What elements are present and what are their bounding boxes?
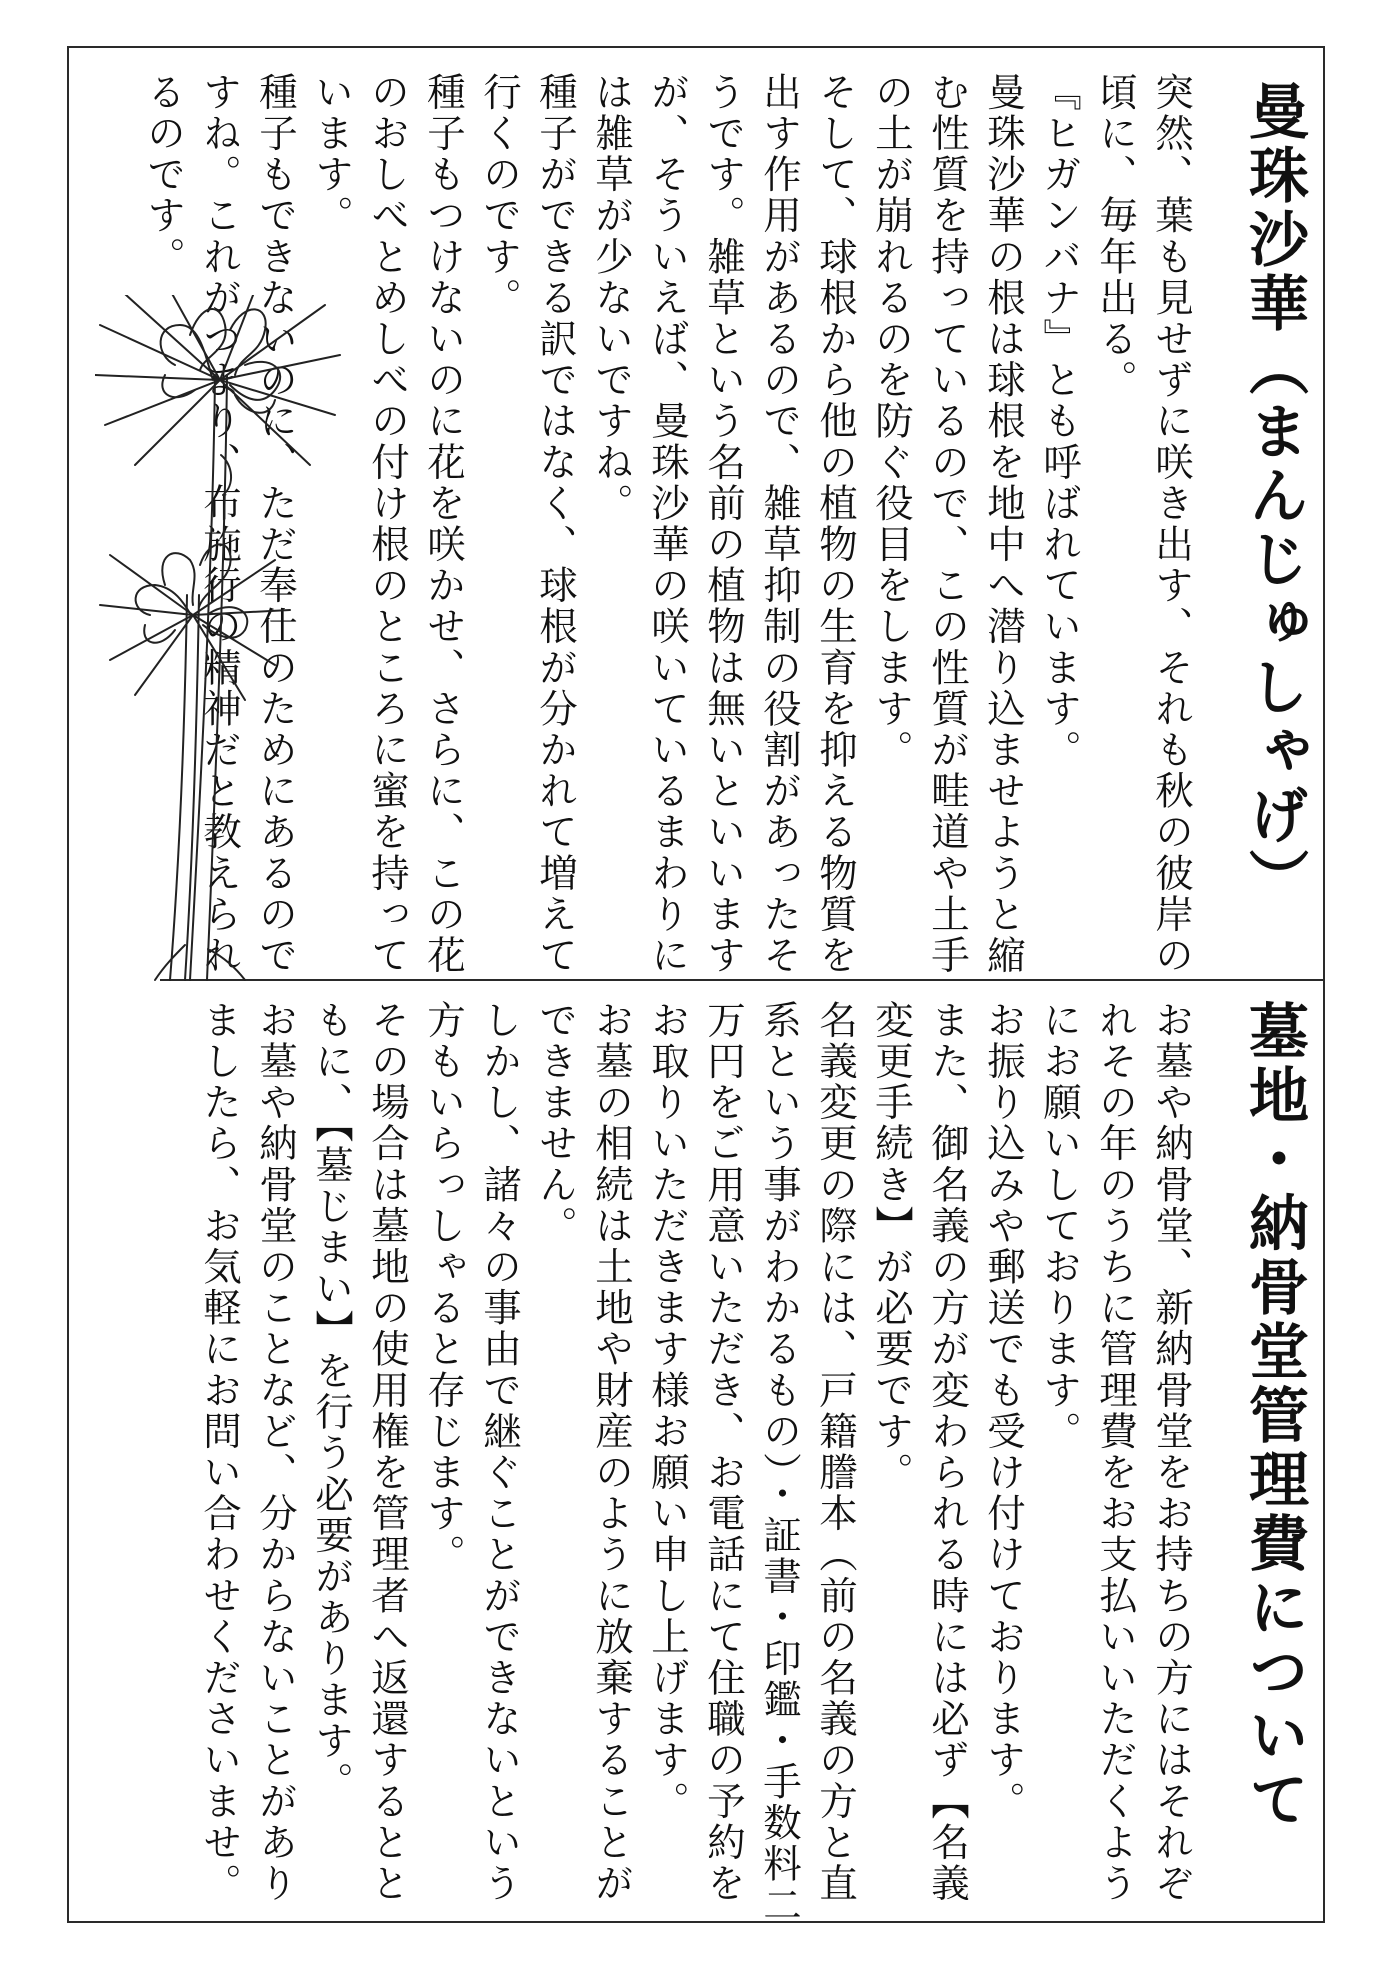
article2-line: 方もいらっしゃると存じます。 bbox=[421, 1000, 466, 1576]
article2-title: 墓地・納骨堂管理費について bbox=[1239, 1000, 1309, 1832]
article2-line: れその年のうちに管理費をお支払いいただくよう bbox=[1093, 1000, 1138, 1905]
article1-line: は雑草が少ないですね。 bbox=[589, 72, 634, 525]
article1-line: 種子ができる訳ではなく、球根が分かれて増えて bbox=[533, 72, 578, 977]
article1-line: 種子もつけないのに花を咲かせ、さらに、この花 bbox=[421, 72, 466, 977]
spider-lily-drawing-icon bbox=[95, 295, 345, 985]
article2-line: 万円をご用意いただき、お電話にて住職の予約を bbox=[701, 1000, 746, 1905]
article1-line: 『ヒガンバナ』とも呼ばれています。 bbox=[1037, 72, 1082, 771]
article1-line: 頃に、毎年出る。 bbox=[1093, 72, 1138, 401]
article1-line: 出す作用があるので、雑草抑制の役割があったそ bbox=[757, 72, 802, 977]
article2-body bbox=[191, 1000, 1199, 1927]
article2-line: お振り込みや郵送でも受け付けております。 bbox=[981, 1000, 1026, 1822]
article2-line: お墓や納骨堂、新納骨堂をお持ちの方にはそれぞ bbox=[1149, 1000, 1194, 1905]
article2-line: お墓や納骨堂のことなど、分からないことがあり bbox=[253, 1000, 298, 1905]
article2-line: しかし、諸々の事由で継ぐことができないという bbox=[477, 1000, 522, 1905]
article1-line: が、そういえば、曼珠沙華の咲いているまわりに bbox=[645, 72, 690, 977]
article2-line: できません。 bbox=[533, 1000, 578, 1247]
article2-line: 変更手続き】が必要です。 bbox=[869, 1000, 914, 1494]
article1-line: 曼珠沙華の根は球根を地中へ潜り込ませようと縮 bbox=[981, 72, 1026, 977]
article2-line: 系という事がわかるもの）・証書・印鑑・手数料二 bbox=[757, 1000, 802, 1927]
article2-line: 名義変更の際には、戸籍謄本（前の名義の方と直 bbox=[813, 1000, 858, 1905]
article1-line: 種子もできないのに、ただ奉仕のためにあるので bbox=[253, 72, 298, 977]
article2-line: お取りいただきます様お願い申し上げます。 bbox=[645, 1000, 690, 1822]
article1-line: すね。これがつまり、布施行の精神だと教えられ bbox=[197, 72, 242, 977]
article1-title: 曼珠沙華（まんじゅしゃげ） bbox=[1239, 80, 1309, 912]
article2-line: その場合は墓地の使用権を管理者へ返還するとと bbox=[365, 1000, 410, 1905]
article2-line: お墓の相続は土地や財産のように放棄することが bbox=[589, 1000, 634, 1905]
article1-line: の土が崩れるのを防ぐ役目をします。 bbox=[869, 72, 914, 771]
article1-line: む性質を持っているので、この性質が畦道や土手 bbox=[925, 72, 970, 977]
article2-line: もに、【墓じまい】を行う必要があります。 bbox=[309, 1000, 354, 1803]
article1-line: います。 bbox=[309, 72, 354, 237]
article1-line: うです。雑草という名前の植物は無いといいます bbox=[701, 72, 746, 977]
article1-line: のおしべとめしべの付け根のところに蜜を持って bbox=[365, 72, 410, 977]
article1-line: 突然、葉も見せずに咲き出す、それも秋の彼岸の bbox=[1149, 72, 1194, 977]
article1-line: 行くのです。 bbox=[477, 72, 522, 319]
article2-line: また、御名義の方が変わられる時には必ず【名義 bbox=[925, 1000, 970, 1905]
article2-line: ましたら、お気軽にお問い合わせくださいませ。 bbox=[197, 1000, 242, 1905]
article2-line: にお願いしております。 bbox=[1037, 1000, 1082, 1453]
article1-line: そして、球根から他の植物の生育を抑える物質を bbox=[813, 72, 858, 977]
article1-line: るのです。 bbox=[141, 72, 186, 278]
